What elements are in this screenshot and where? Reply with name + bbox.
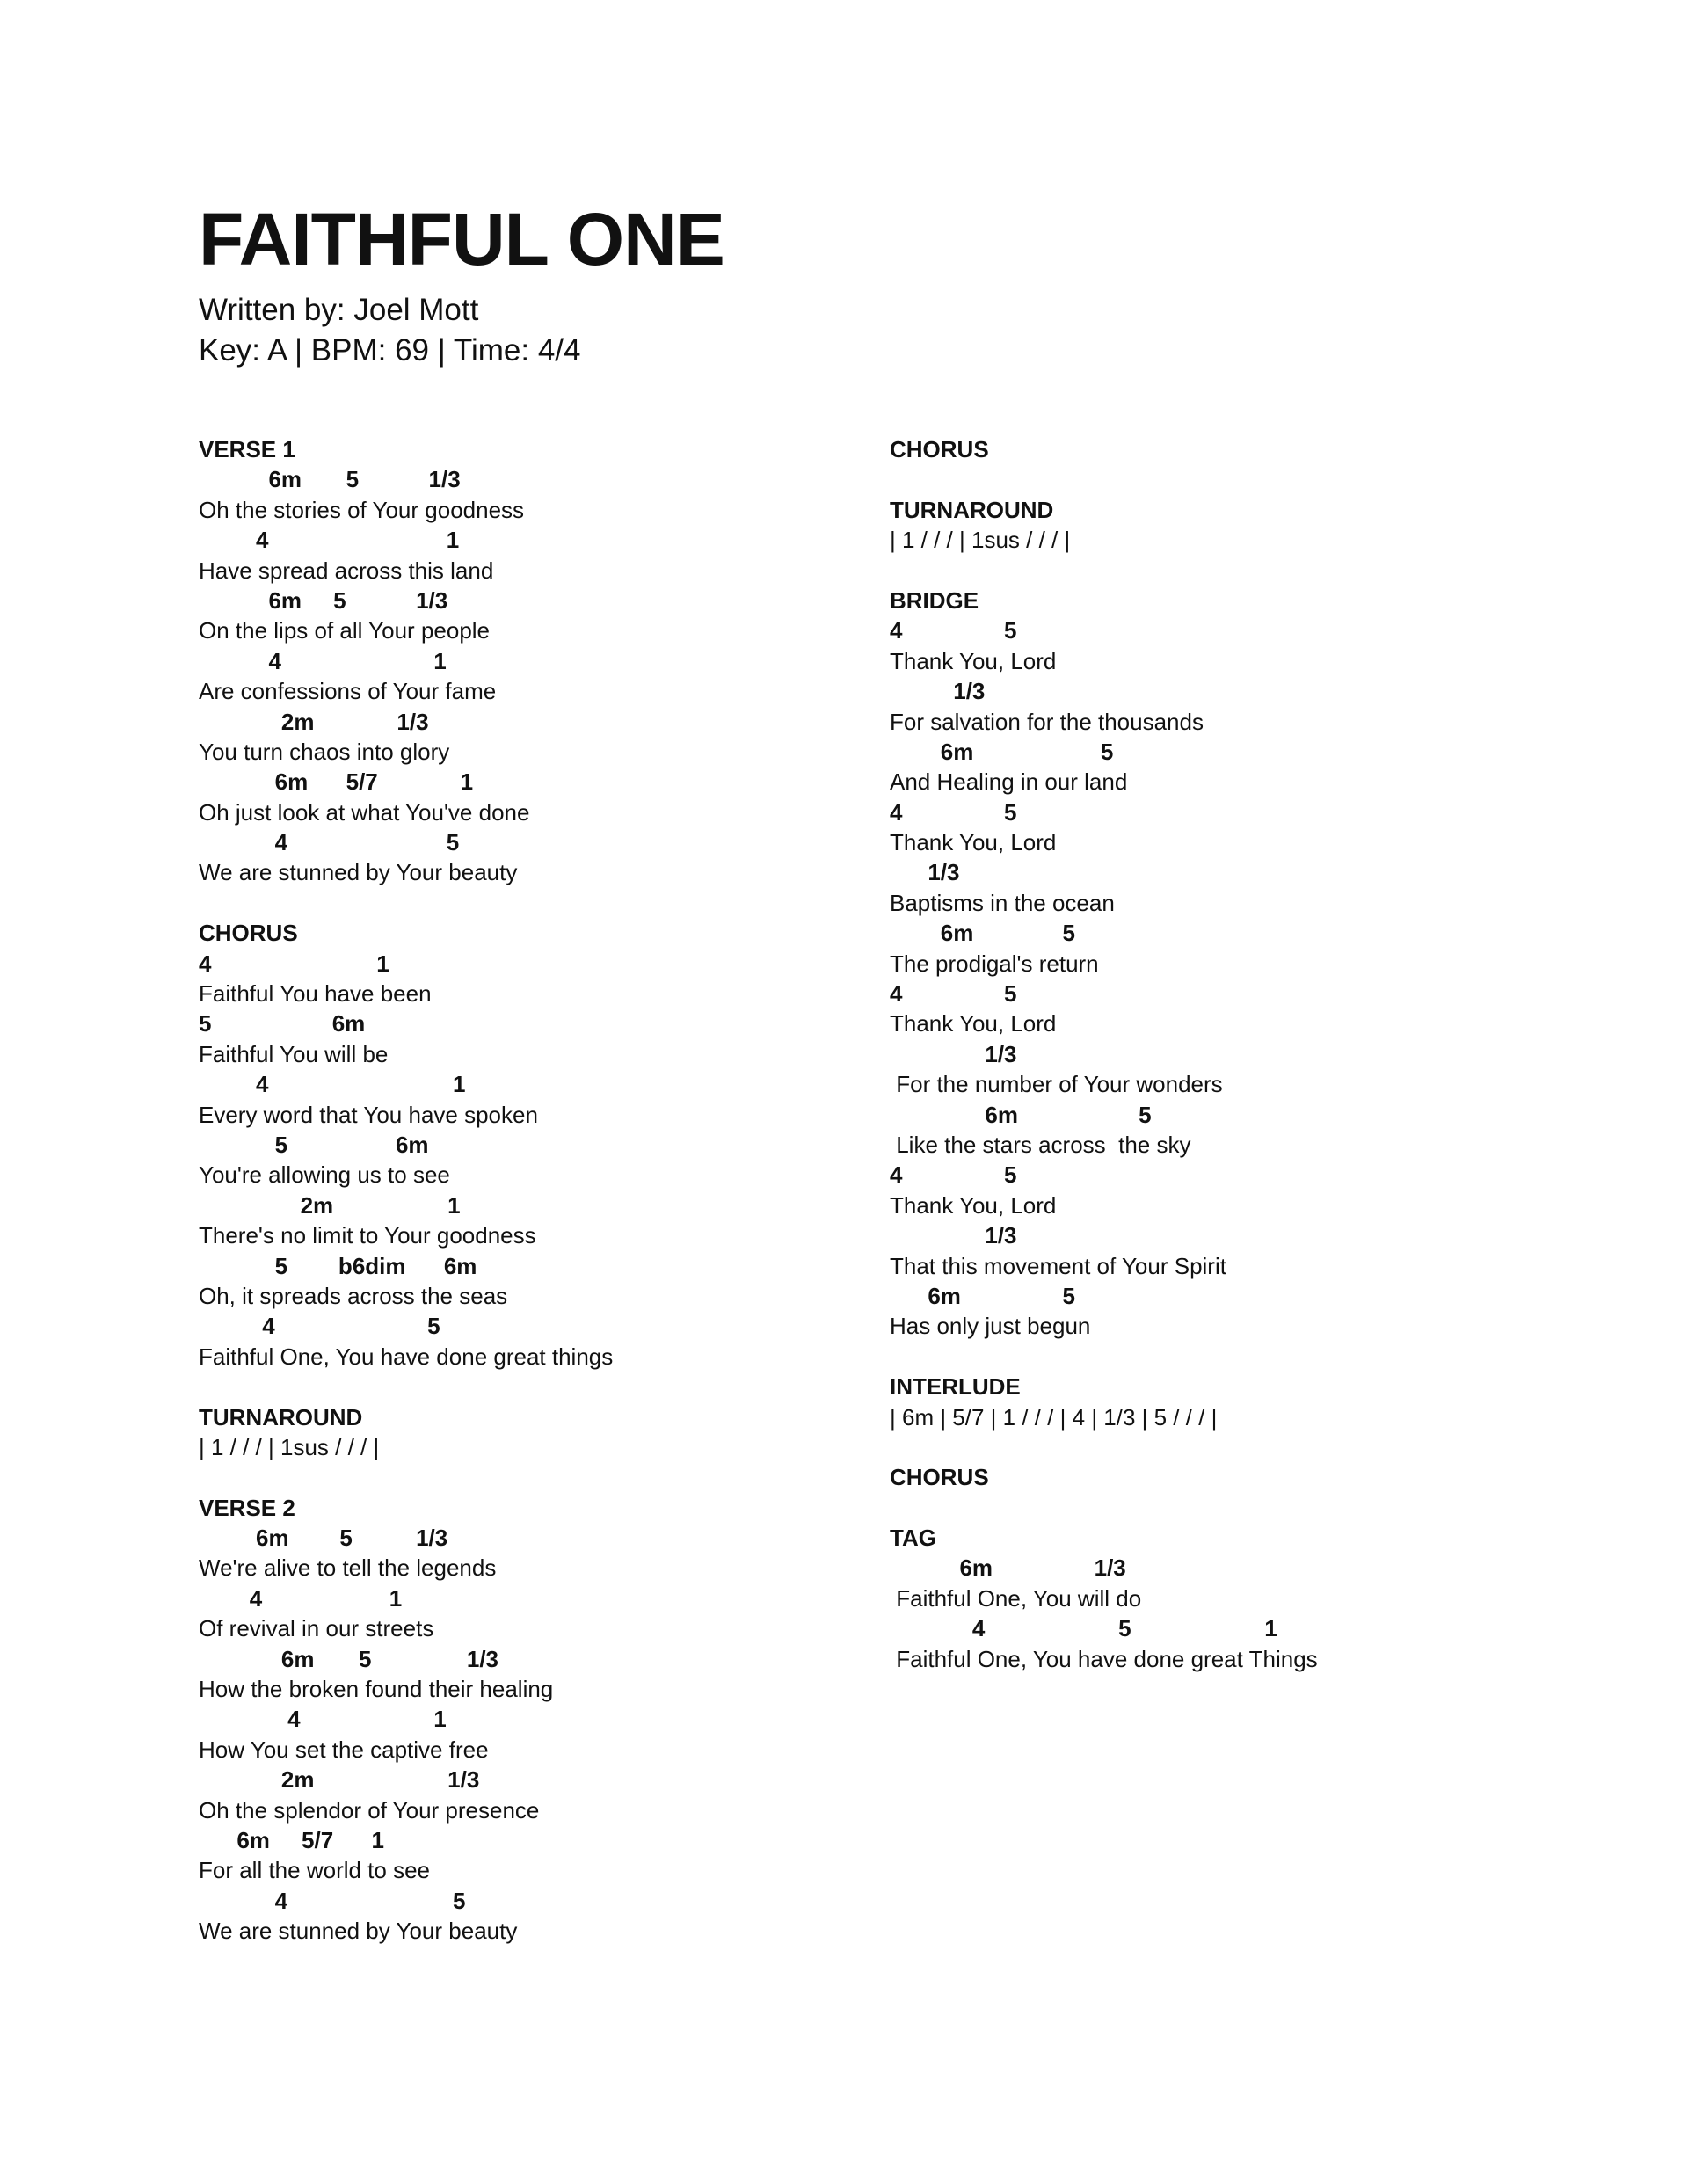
- lyric-line: Thank You, Lord: [890, 1191, 1057, 1219]
- right-column: [890, 434, 1318, 1674]
- lyric-line: Baptisms in the ocean: [890, 889, 1115, 916]
- lyric-line: Thank You, Lord: [890, 647, 1057, 674]
- lyric-line: For the number of Your wonders: [890, 1071, 1223, 1098]
- section-heading: BRIDGE: [890, 586, 979, 614]
- chord-line: 6m 5 1/3: [199, 586, 448, 614]
- section-heading: INTERLUDE: [890, 1373, 1021, 1401]
- section-spacer: [890, 1493, 1318, 1523]
- section-spacer: [890, 464, 1318, 494]
- lyric-line: Oh the stories of Your goodness: [199, 496, 525, 523]
- section-heading: TURNAROUND: [199, 1403, 363, 1431]
- chord-line: 4 1: [199, 1584, 403, 1612]
- chord-line: 4 5 1: [890, 1615, 1277, 1642]
- chord-line: 1/3: [890, 1040, 1017, 1067]
- chord-line: 4 5: [890, 798, 1017, 826]
- lyric-line: And Healing in our land: [890, 768, 1128, 796]
- lyric-line: Every word that You have spoken: [199, 1101, 538, 1128]
- lyric-line: That this movement of Your Spirit: [890, 1252, 1226, 1279]
- lyric-line: You're allowing us to see: [199, 1161, 450, 1189]
- chord-line: 4 5: [199, 1313, 440, 1340]
- chord-line: 6m 5/7 1: [199, 768, 474, 796]
- chord-line: 4 5: [890, 1161, 1017, 1189]
- chord-line: 6m 5 1/3: [199, 1645, 499, 1672]
- song-title: FAITHFUL ONE: [199, 198, 724, 280]
- lyric-line: Faithful One, You have done great things: [199, 1343, 614, 1370]
- lyric-line: Oh just look at what You've done: [199, 798, 530, 826]
- lyric-line: Thank You, Lord: [890, 829, 1057, 856]
- lyric-line: Have spread across this land: [199, 557, 494, 584]
- section-heading: CHORUS: [890, 1464, 989, 1491]
- lyric-line: For all the world to see: [199, 1857, 431, 1884]
- chord-line: 5 6m: [199, 1131, 429, 1158]
- section-spacer: [199, 1372, 613, 1401]
- lyric-line: | 1 / / / | 1sus / / / |: [890, 527, 1071, 554]
- chord-line: 2m 1/3: [199, 708, 429, 735]
- section-heading: CHORUS: [890, 436, 989, 462]
- lyric-line: Has only just begun: [890, 1313, 1091, 1340]
- chord-line: 6m 5: [890, 1282, 1075, 1309]
- chord-line: 6m 5 1/3: [199, 1525, 448, 1552]
- section-spacer: [890, 556, 1318, 586]
- lyric-line: Faithful One, You have done great Things: [890, 1645, 1318, 1672]
- lyric-line: There's no limit to Your goodness: [199, 1222, 536, 1249]
- chord-line: 4 1: [199, 950, 389, 977]
- section-heading: VERSE 1: [199, 436, 295, 462]
- lyric-line: Like the stars across the sky: [890, 1131, 1191, 1158]
- lyric-line: Oh the splendor of Your presence: [199, 1796, 540, 1824]
- lyric-line: Oh, it spreads across the seas: [199, 1282, 508, 1309]
- lyric-line: We're alive to tell the legends: [199, 1554, 497, 1582]
- lyric-line: Of revival in our streets: [199, 1615, 434, 1642]
- section-heading: CHORUS: [199, 920, 298, 947]
- chord-line: 4 1: [199, 1706, 447, 1733]
- chord-line: 1/3: [890, 859, 960, 886]
- lyric-line: Faithful You have been: [199, 980, 432, 1008]
- chord-line: 6m 5: [890, 738, 1114, 765]
- lyric-line: You turn chaos into glory: [199, 738, 450, 765]
- left-column: [199, 434, 613, 1947]
- chord-line: 4 1: [199, 647, 447, 674]
- lyric-line: Are confessions of Your fame: [199, 678, 497, 705]
- chord-line: 2m 1: [199, 1191, 461, 1219]
- chord-line: 1/3: [890, 678, 986, 705]
- lyric-line: | 1 / / / | 1sus / / / |: [199, 1433, 380, 1460]
- songwriter-credit: Written by: Joel Mott: [199, 293, 479, 327]
- chord-line: 1/3: [890, 1222, 1017, 1249]
- lyric-line: How the broken found their healing: [199, 1676, 554, 1703]
- lyric-line: For salvation for the thousands: [890, 708, 1204, 735]
- section-spacer: [890, 1432, 1318, 1462]
- section-spacer: [199, 1462, 613, 1492]
- song-key-bpm-time: Key: A | BPM: 69 | Time: 4/4: [199, 333, 581, 368]
- chord-line: 6m 1/3: [890, 1554, 1126, 1582]
- lyric-line: Thank You, Lord: [890, 1010, 1057, 1037]
- chord-line: 2m 1/3: [199, 1766, 480, 1794]
- chord-line: 5 6m: [199, 1010, 366, 1037]
- chord-line: 4 5: [199, 829, 460, 856]
- section-spacer: [890, 1342, 1318, 1372]
- lyric-line: How You set the captive free: [199, 1736, 489, 1763]
- lyric-line: Faithful One, You will do: [890, 1584, 1142, 1612]
- chord-line: 6m 5/7 1: [199, 1826, 384, 1853]
- lyric-line: | 6m | 5/7 | 1 / / / | 4 | 1/3 | 5 / / / |: [890, 1403, 1218, 1431]
- section-spacer: [199, 888, 613, 918]
- chord-line: 4 1: [199, 527, 460, 554]
- lyric-line: On the lips of all Your people: [199, 617, 491, 644]
- chord-line: 4 5: [890, 980, 1017, 1008]
- lyric-line: The prodigal's return: [890, 950, 1099, 977]
- section-heading: TURNAROUND: [890, 496, 1054, 523]
- chord-line: 5 b6dim 6m: [199, 1252, 477, 1279]
- chord-line: 4 5: [199, 1887, 466, 1914]
- chord-line: 6m 5: [890, 1101, 1152, 1128]
- lyric-line: We are stunned by Your beauty: [199, 1918, 518, 1945]
- chord-line: 4 1: [199, 1071, 466, 1098]
- chord-line: 6m 5 1/3: [199, 466, 461, 493]
- section-heading: TAG: [890, 1525, 936, 1552]
- section-heading: VERSE 2: [199, 1494, 295, 1521]
- chord-line: 4 5: [890, 617, 1017, 644]
- lyric-line: We are stunned by Your beauty: [199, 859, 518, 886]
- chord-line: 6m 5: [890, 920, 1075, 947]
- lyric-line: Faithful You will be: [199, 1040, 389, 1067]
